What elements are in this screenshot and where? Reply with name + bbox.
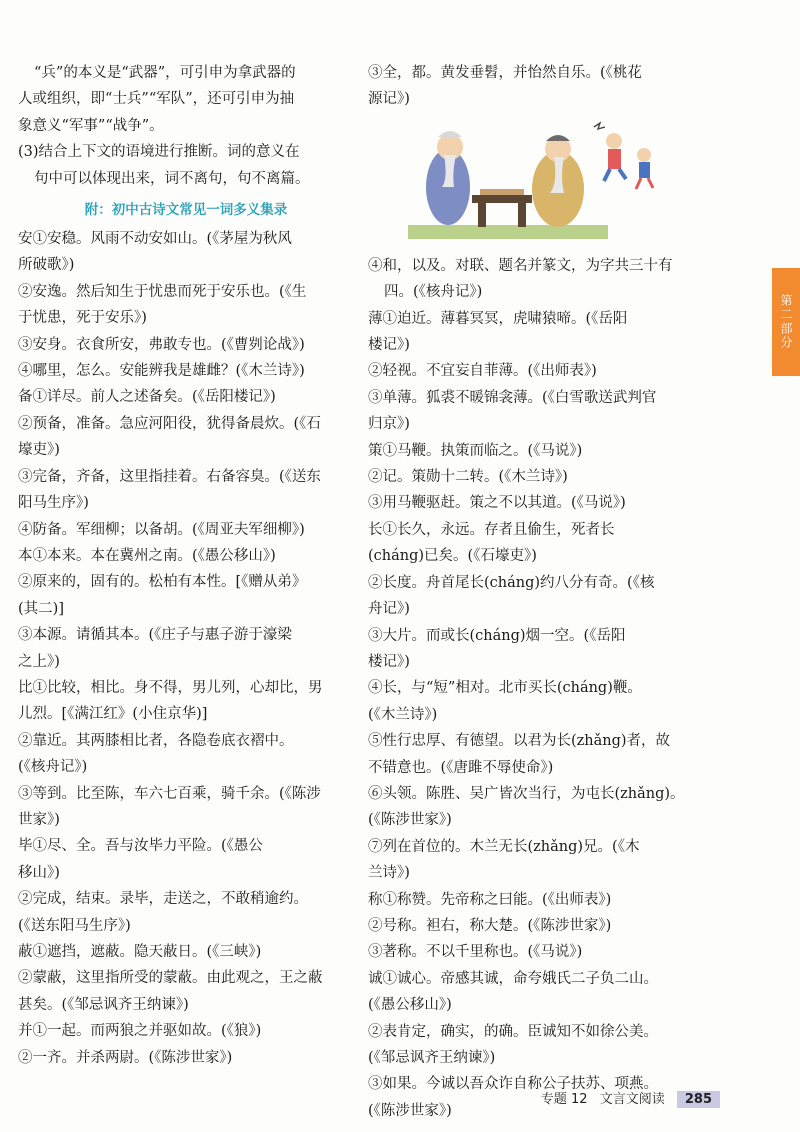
entry-first-line: [368, 887, 698, 913]
entry-sense-line: ②原来的，固有的。松柏有本性。[《赠从弟》: [18, 574, 307, 591]
entry-headword: 毕: [18, 838, 33, 855]
entry-sense-line: 楼记》): [368, 337, 410, 354]
entry-sense-text: ①一起。而两狼之并驱如故。(《狼》): [32, 1023, 262, 1040]
entry-sense-line: 所破歌》): [18, 257, 75, 274]
word-entry: [368, 887, 698, 966]
entry-sense-text: ①长久，永远。存者且偷生，死者长: [382, 521, 615, 538]
entry-sense-line: 兰诗》): [368, 865, 410, 882]
entry-sense-text: ①安稳。风雨不动安如山。(《茅屋为秋风: [32, 231, 292, 248]
entry-headword: 诚: [368, 970, 383, 987]
entry-sense-line: ②长度。舟首尾长(cháng)约八分有奇。(《核: [368, 574, 655, 591]
entry-sense-line: (cháng)已矣。(《石壕吏》): [368, 548, 537, 565]
entry-sense-line: 世家》): [18, 811, 60, 828]
intro-line: 象意义“军事”“战争”。: [18, 117, 164, 134]
entry-first-line: [368, 306, 698, 332]
entry-first-line: [368, 517, 698, 543]
entry-first-line: [18, 543, 354, 569]
page-number: 285: [677, 1091, 720, 1108]
entry-sense-line: 不错意也。(《唐雎不辱使命》): [368, 759, 554, 776]
word-entry: [18, 226, 354, 384]
entry-sense-line: ④哪里，怎么。安能辨我是雄雌？(《木兰诗》): [18, 363, 305, 380]
intro-line: 人或组织，即“士兵”“军队”，还可引申为抽: [18, 91, 295, 108]
entry-sense-line: ③单薄。狐裘不暖锦衾薄。(《白雪歌送武判官: [368, 389, 657, 406]
point-3-line: 句中可以体现出来，词不离句，句不离篇。: [34, 170, 310, 187]
section-side-tab[interactable]: 第二部分: [772, 268, 800, 376]
entry-sense-line: ⑦列在首位的。木兰无长(zhǎng)兄。(《木: [368, 838, 640, 855]
entry-sense-line: ②记。策勋十二转。(《木兰诗》): [368, 469, 568, 486]
entry-headword: 本: [18, 547, 33, 564]
entry-sense-text: ①称赞。先帝称之曰能。(《出师表》): [382, 891, 612, 908]
continued-line: 四。(《核舟记》): [384, 284, 483, 301]
word-entry: [18, 1018, 354, 1071]
entry-sense-line: 之上》): [18, 653, 60, 670]
entry-sense-line: 于忧患，死于安乐》): [18, 310, 147, 327]
entry-sense-line: ②安逸。然后知生于忧患而死于安乐也。(《生: [18, 283, 307, 300]
entry-sense-line: ③等到。比至陈，车六七百乘，骑千余。(《陈涉: [18, 785, 321, 802]
point-3-line: (3)结合上下文的语境进行推断。词的意义在: [18, 144, 300, 161]
entry-first-line: [368, 966, 698, 992]
entry-first-line: [18, 833, 354, 859]
entry-sense-line: ⑥头领。陈胜、吴广皆次当行，为屯长(zhǎng)。: [368, 785, 685, 802]
right-column: [368, 60, 698, 1124]
entry-sense-text: ①马鞭。执策而临之。(《马说》): [382, 442, 583, 459]
entry-sense-line: ②靠近。其两膝相比者，各隐卷底衣褶中。: [18, 732, 294, 749]
page-footer: [541, 1088, 720, 1108]
entry-sense-line: ⑤性行忠厚、有德望。以君为长(zhǎng)者，故: [368, 733, 671, 750]
entry-sense-text: ①尽、全。吾与汝毕力平险。(《愚公: [32, 838, 263, 855]
entry-sense-line: ②号称。袒右，称大楚。(《陈涉世家》): [368, 917, 612, 934]
intro-paragraph: [18, 60, 354, 139]
entry-sense-line: 舟记》): [368, 601, 410, 618]
intro-line: “兵”的本义是“武器”，可引申为拿武器的: [34, 65, 296, 81]
entry-headword: 长: [368, 521, 383, 538]
word-entry: [18, 939, 354, 1018]
word-entry: [18, 543, 354, 675]
word-entry: [368, 306, 698, 438]
entry-sense-line: (《木兰诗》): [368, 706, 438, 723]
word-entry: [368, 517, 698, 887]
entry-headword: 薄: [368, 310, 383, 327]
illustration-image: [408, 117, 668, 247]
right-entry-list: [368, 306, 698, 1125]
entry-sense-line: 壕吏》): [18, 442, 60, 459]
entry-sense-line: ③用马鞭驱赶。策之不以其道。(《马说》): [368, 495, 626, 512]
entry-headword: 称: [368, 891, 383, 908]
point-3-paragraph: [18, 139, 354, 192]
entry-first-line: [18, 675, 354, 701]
entry-sense-line: (《送东阳马生序》): [18, 917, 131, 934]
entry-first-line: [18, 939, 354, 965]
entry-sense-text: ①比较，相比。身不得，男儿列，心却比，男: [32, 679, 323, 696]
entry-first-line: [368, 438, 698, 464]
word-entry: [18, 675, 354, 833]
entry-sense-line: ②轻视。不宜妄自菲薄。(《出师表》): [368, 363, 597, 380]
entry-sense-line: 儿烈。[《满江红》(小住京华)]: [18, 706, 208, 723]
word-entry: [18, 833, 354, 939]
continued-line: ③全，都。黄发垂髫，并怡然自乐。(《桃花: [368, 65, 642, 81]
entry-first-line: [18, 1018, 354, 1044]
entry-sense-line: ③本源。请循其本。(《庄子与惠子游于濠梁: [18, 627, 292, 644]
entry-headword: 备: [18, 389, 33, 406]
continued-line: ④和，以及。对联、题名并篆文，为字共三十有: [368, 257, 673, 274]
entry-sense-line: (《愚公移山》): [368, 997, 452, 1014]
entry-sense-line: 归京》): [368, 416, 410, 433]
entry-sense-line: 甚矣。(《邹忌讽齐王纳谏》): [18, 996, 189, 1013]
entry-sense-line: ③安身。衣食所安，弗敢专也。(《曹刿论战》): [18, 336, 305, 353]
entry-sense-text: ①遮挡，遮蔽。隐天蔽日。(《三峡》): [32, 944, 262, 960]
footer-title: 文言文阅读: [599, 1092, 665, 1107]
entry-first-line: [18, 226, 354, 252]
entry-sense-line: ②一齐。并杀两尉。(《陈涉世家》): [18, 1049, 233, 1066]
entry-headword: 蔽: [18, 944, 33, 960]
entry-sense-line: ③大片。而或长(cháng)烟一空。(《岳阳: [368, 627, 626, 644]
entry-headword: 并: [18, 1023, 33, 1040]
entry-sense-line: ③如果。今诚以吾众诈自称公子扶苏、项燕。: [368, 1076, 658, 1093]
appendix-banner: 附：初中古诗文常见一词多义集录: [84, 202, 288, 219]
entry-sense-text: ①迫近。薄暮冥冥，虎啸猿啼。(《岳阳: [382, 310, 628, 327]
entry-sense-text: ①诚心。帝感其诚，命夸娥氏二子负二山。: [382, 970, 658, 987]
entry-sense-line: (《邹忌讽齐王纳谏》): [368, 1050, 496, 1066]
entry-sense-line: ③完备，齐备，这里指挂着。右备容臭。(《送东: [18, 468, 321, 485]
entry-headword: 策: [368, 442, 383, 459]
entry-sense-line: ②完成，结束。录毕，走送之，不敢稍逾约。: [18, 891, 308, 908]
entry-sense-line: ②蒙蔽，这里指所受的蒙蔽。由此观之，王之蔽: [18, 970, 323, 987]
entry-sense-line: ②预备，准备。急应河阳役，犹得备晨炊。(《石: [18, 415, 321, 432]
entry-sense-line: (其二)]: [18, 600, 64, 617]
entry-sense-text: ①本来。本在冀州之南。(《愚公移山》): [32, 547, 276, 564]
entry-sense-line: ④防备。军细柳；以备胡。(《周亚夫军细柳》): [18, 521, 305, 538]
entry-sense-line: 阳马生序》): [18, 495, 89, 512]
entry-sense-line: ④长，与“短”相对。北市买长(cháng)鞭。: [368, 680, 642, 697]
illustration-go-players: [408, 117, 668, 247]
left-column: [18, 60, 354, 1071]
entry-sense-text: ①详尽。前人之述备矣。(《岳阳楼记》): [32, 389, 276, 406]
entry-sense-line: (《陈涉世家》): [368, 812, 452, 829]
entry-sense-line: ③著称。不以千里称也。(《马说》): [368, 944, 583, 961]
continued-line: 源记》): [368, 91, 410, 108]
entry-headword: 安: [18, 231, 33, 248]
left-entry-list: [18, 226, 354, 1071]
entry-sense-line: 移山》): [18, 864, 60, 881]
word-entry: [18, 384, 354, 542]
footer-topic: 专题 12: [540, 1092, 588, 1107]
entry-headword: 比: [18, 679, 33, 696]
entry-sense-line: ②表肯定，确实，的确。臣诚知不如徐公美。: [368, 1023, 658, 1040]
word-entry: [368, 438, 698, 517]
entry-sense-line: (《核舟记》): [18, 759, 88, 776]
entry-first-line: [18, 384, 354, 410]
entry-sense-line: (《陈涉世家》): [368, 1102, 452, 1119]
entry-sense-line: 楼记》): [368, 653, 410, 670]
